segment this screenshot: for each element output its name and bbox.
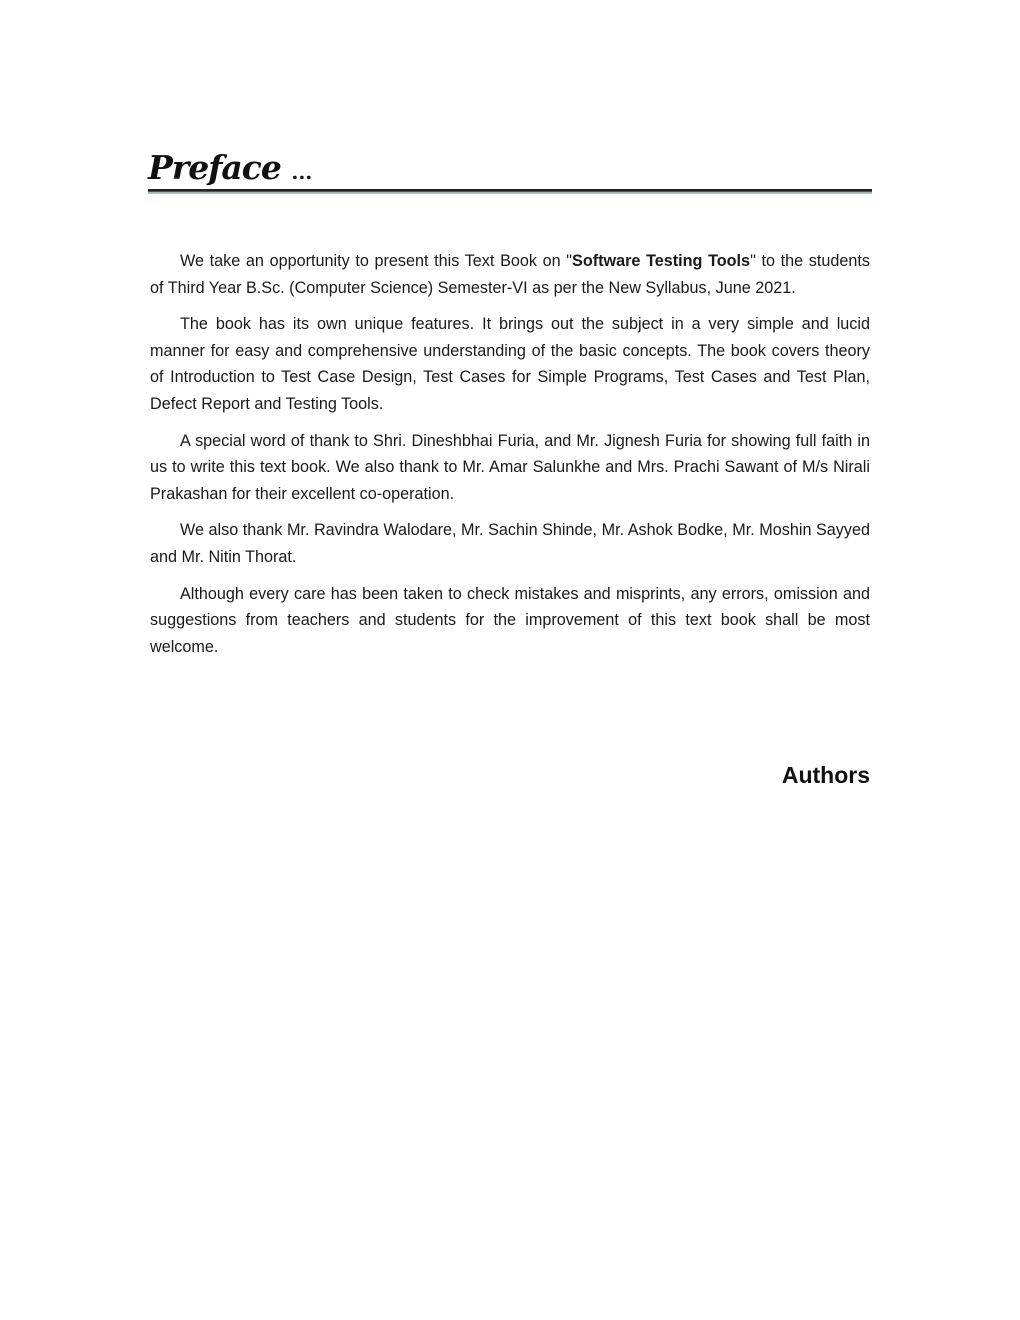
- paragraph-features: The book has its own unique features. It brings out the subject in a very simple and lucid manner for easy and comprehensive understanding of the basic concepts. The book covers theory of Introduction to Test Case Design, Test Cases for Simple Programs, Test Cases and Test Plan, Defect Report and Testing Tools.: [150, 315, 870, 413]
- paragraph-intro: [150, 248, 870, 301]
- page-title: [148, 148, 872, 192]
- paragraph-suggestions: Although every care has been taken to check mistakes and misprints, any errors, omission and suggestions from teachers and students for the improvement of this text book shall be most welcome.: [150, 584, 870, 656]
- title-ellipsis: ...: [291, 160, 313, 184]
- preface-body: [150, 248, 870, 670]
- preface-header: [148, 148, 872, 192]
- title-underline-rule: [148, 189, 872, 194]
- paragraph-thanks-publisher: A special word of thank to Shri. Dineshbhai Furia, and Mr. Jignesh Furia for showing full faith in us to write this text book. We also thank to Mr. Amar Salunkhe and Mrs. Prachi Sawant of M/s Nirali Prakashan for their excellent co-operation.: [150, 431, 870, 503]
- paragraph-thanks-colleagues: We also thank Mr. Ravindra Walodare, Mr. Sachin Shinde, Mr. Ashok Bodke, Mr. Moshin Sayyed and Mr. Nitin Thorat.: [150, 521, 870, 566]
- authors-signature: Authors: [781, 762, 870, 788]
- title-text: Preface: [148, 148, 281, 187]
- paragraph-text: " to the students of Third Year B.Sc. (Computer Science) Semester-VI as per the New Syllabus, June 2021.: [150, 252, 870, 297]
- paragraph-text: We take an opportunity to present this Text Book on ": [180, 252, 573, 270]
- book-title-bold: Software Testing Tools: [572, 252, 751, 270]
